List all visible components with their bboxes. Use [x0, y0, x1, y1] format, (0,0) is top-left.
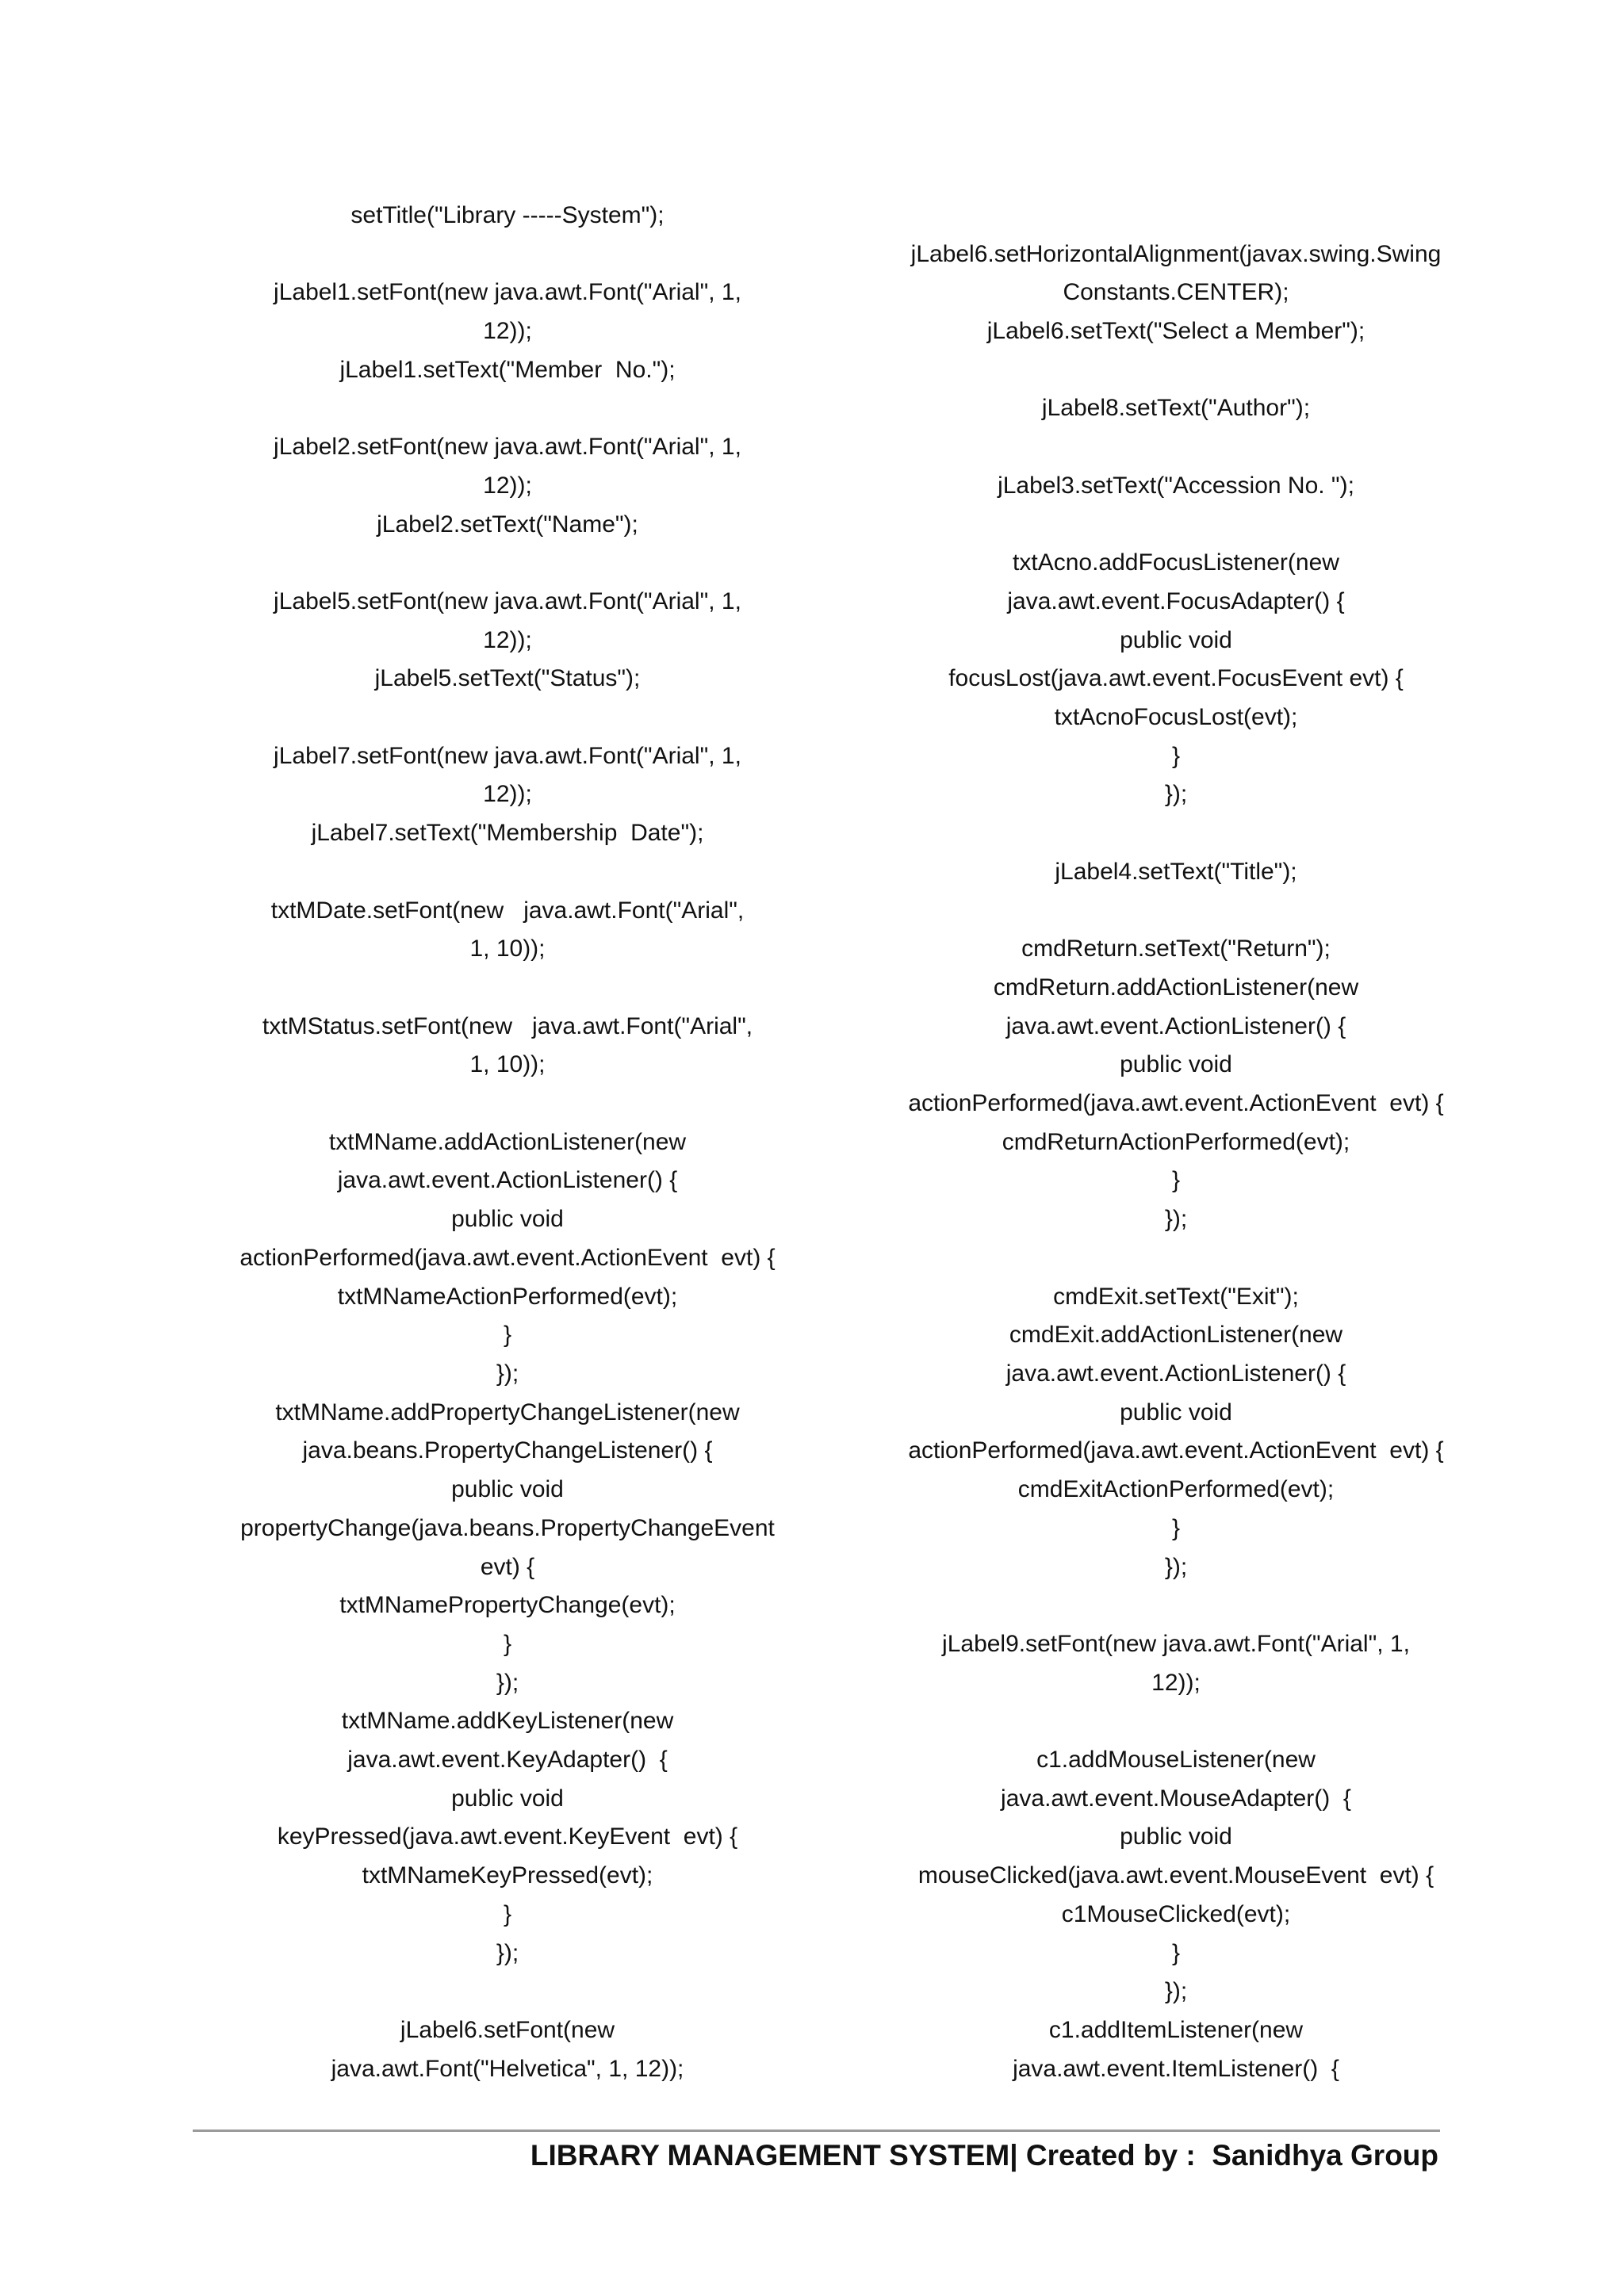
code-line: jLabel7.setText("Membership Date");: [311, 820, 704, 847]
code-line: jLabel1.setFont(new java.awt.Font("Arial", 1,: [274, 279, 741, 306]
code-line: c1.addMouseListener(new: [1036, 1746, 1316, 1773]
code-line: txtMNameActionPerformed(evt);: [337, 1283, 678, 1310]
code-line: [186, 969, 829, 1008]
code-line: }: [1171, 1514, 1181, 1541]
code-line: txtMDate.setFont(new java.awt.Font("Arial",: [270, 897, 745, 924]
code-line: jLabel6.setHorizontalAlignment(javax.swing.Swing: [910, 240, 1442, 267]
code-line: [855, 892, 1497, 931]
code-line: jLabel7.setFont(new java.awt.Font("Arial", 1,: [274, 742, 741, 769]
code-line: java.awt.Font("Helvetica", 1, 12));: [331, 2055, 684, 2082]
code-line: txtMNameKeyPressed(evt);: [362, 1862, 653, 1889]
code-line: [186, 390, 829, 429]
code-line: txtAcnoFocusLost(evt);: [1054, 704, 1298, 731]
code-line: c1MouseClicked(evt);: [1061, 1900, 1291, 1927]
code-line: txtMName.addPropertyChangeListener(new: [275, 1399, 740, 1425]
code-column-left: [186, 197, 829, 2088]
code-line: [186, 1085, 829, 1123]
code-line: java.awt.event.ItemListener() {: [1013, 2055, 1339, 2082]
code-line: 12));: [483, 472, 532, 499]
code-line: jLabel9.setFont(new java.awt.Font("Arial", 1,: [942, 1630, 1410, 1657]
code-line: txtMName.addKeyListener(new: [341, 1708, 674, 1735]
code-line: java.awt.event.ActionListener() {: [1005, 1012, 1346, 1039]
code-line: 12));: [483, 626, 532, 653]
code-line: 1, 10));: [469, 936, 546, 962]
code-line: [855, 506, 1497, 545]
code-line: public void: [451, 1206, 564, 1233]
code-line: [855, 1239, 1497, 1278]
code-line: [855, 1586, 1497, 1625]
code-line: [186, 235, 829, 274]
code-line: 12));: [483, 318, 532, 345]
code-line: public void: [1120, 1399, 1232, 1425]
code-line: txtMName.addActionListener(new: [328, 1128, 687, 1155]
code-line: [186, 1973, 829, 2011]
code-line: jLabel2.setText("Name");: [377, 511, 638, 538]
code-line: [855, 197, 1497, 235]
code-line: jLabel3.setText("Accession No. ");: [998, 472, 1354, 499]
code-line: [855, 814, 1497, 853]
code-line: public void: [1120, 1051, 1232, 1078]
code-line: jLabel5.setFont(new java.awt.Font("Arial", 1,: [274, 587, 741, 614]
code-line: public void: [1120, 626, 1232, 653]
footer-divider: [193, 2130, 1440, 2132]
code-line: Constants.CENTER);: [1063, 279, 1289, 306]
code-line: cmdExit.setText("Exit");: [1053, 1283, 1299, 1310]
code-line: [855, 1702, 1497, 1741]
code-line: actionPerformed(java.awt.event.ActionEvent evt) {: [908, 1437, 1444, 1464]
code-line: txtMStatus.setFont(new java.awt.Font("Arial",: [262, 1012, 753, 1039]
code-line: jLabel2.setFont(new java.awt.Font("Arial", 1,: [274, 434, 741, 461]
code-line: });: [1164, 1206, 1188, 1233]
code-line: keyPressed(java.awt.event.KeyEvent evt) {: [277, 1823, 738, 1850]
page-footer: LIBRARY MANAGEMENT SYSTEM| Created by : Sanidhya Group: [530, 2139, 1438, 2172]
code-line: java.awt.event.KeyAdapter() {: [347, 1747, 668, 1774]
code-line: });: [1164, 781, 1188, 808]
code-line: jLabel1.setText("Member No.");: [339, 356, 676, 383]
code-line: setTitle("Library -----System");: [350, 202, 665, 228]
code-column-right: [855, 197, 1497, 2088]
code-line: }: [503, 1900, 512, 1927]
code-line: txtMNamePropertyChange(evt);: [339, 1592, 676, 1619]
code-line: });: [1164, 1978, 1188, 2005]
code-line: txtAcno.addFocusListener(new: [1013, 549, 1339, 576]
code-line: [186, 544, 829, 583]
code-line: }: [1171, 1167, 1181, 1194]
code-line: });: [496, 1939, 519, 1966]
code-line: 12));: [483, 781, 532, 808]
code-line: evt) {: [480, 1553, 535, 1580]
code-line: java.awt.event.MouseAdapter() {: [1001, 1785, 1351, 1812]
code-line: public void: [451, 1476, 564, 1503]
code-line: jLabel4.setText("Title");: [1055, 858, 1297, 885]
code-line: [855, 428, 1497, 467]
code-line: propertyChange(java.beans.PropertyChangeEvent: [240, 1514, 775, 1541]
code-line: jLabel8.setText("Author");: [1041, 395, 1311, 422]
code-line: [855, 351, 1497, 390]
code-line: 12));: [1151, 1669, 1201, 1696]
code-line: actionPerformed(java.awt.event.ActionEvent evt) {: [908, 1090, 1444, 1117]
code-line: jLabel5.setText("Status");: [374, 665, 641, 692]
code-line: });: [496, 1669, 519, 1696]
code-line: });: [496, 1360, 519, 1387]
code-line: });: [1164, 1553, 1188, 1580]
code-line: public void: [451, 1785, 564, 1812]
code-line: cmdReturn.addActionListener(new: [993, 974, 1359, 1001]
code-line: [186, 853, 829, 892]
code-line: actionPerformed(java.awt.event.ActionEvent evt) {: [239, 1244, 776, 1271]
code-line: c1.addItemListener(new: [1048, 2016, 1304, 2043]
code-line: jLabel6.setFont(new: [400, 2016, 615, 2043]
code-line: java.awt.event.ActionListener() {: [1005, 1360, 1346, 1387]
code-line: }: [503, 1322, 512, 1349]
code-line: java.awt.event.FocusAdapter() {: [1007, 587, 1345, 614]
code-line: cmdExitActionPerformed(evt);: [1017, 1476, 1335, 1503]
code-line: cmdExit.addActionListener(new: [1009, 1322, 1343, 1349]
code-line: jLabel6.setText("Select a Member");: [986, 318, 1365, 345]
code-line: public void: [1120, 1823, 1232, 1850]
code-line: cmdReturnActionPerformed(evt);: [1002, 1128, 1350, 1155]
code-line: }: [1171, 742, 1181, 769]
code-line: }: [1171, 1939, 1181, 1966]
code-line: cmdReturn.setText("Return");: [1021, 936, 1331, 962]
code-line: focusLost(java.awt.event.FocusEvent evt) {: [948, 665, 1404, 692]
code-line: }: [503, 1630, 512, 1657]
code-line: [186, 698, 829, 737]
code-line: java.beans.PropertyChangeListener() {: [302, 1437, 713, 1464]
code-line: mouseClicked(java.awt.event.MouseEvent evt) {: [917, 1862, 1434, 1889]
code-line: 1, 10));: [469, 1051, 546, 1078]
code-line: java.awt.event.ActionListener() {: [337, 1167, 678, 1194]
